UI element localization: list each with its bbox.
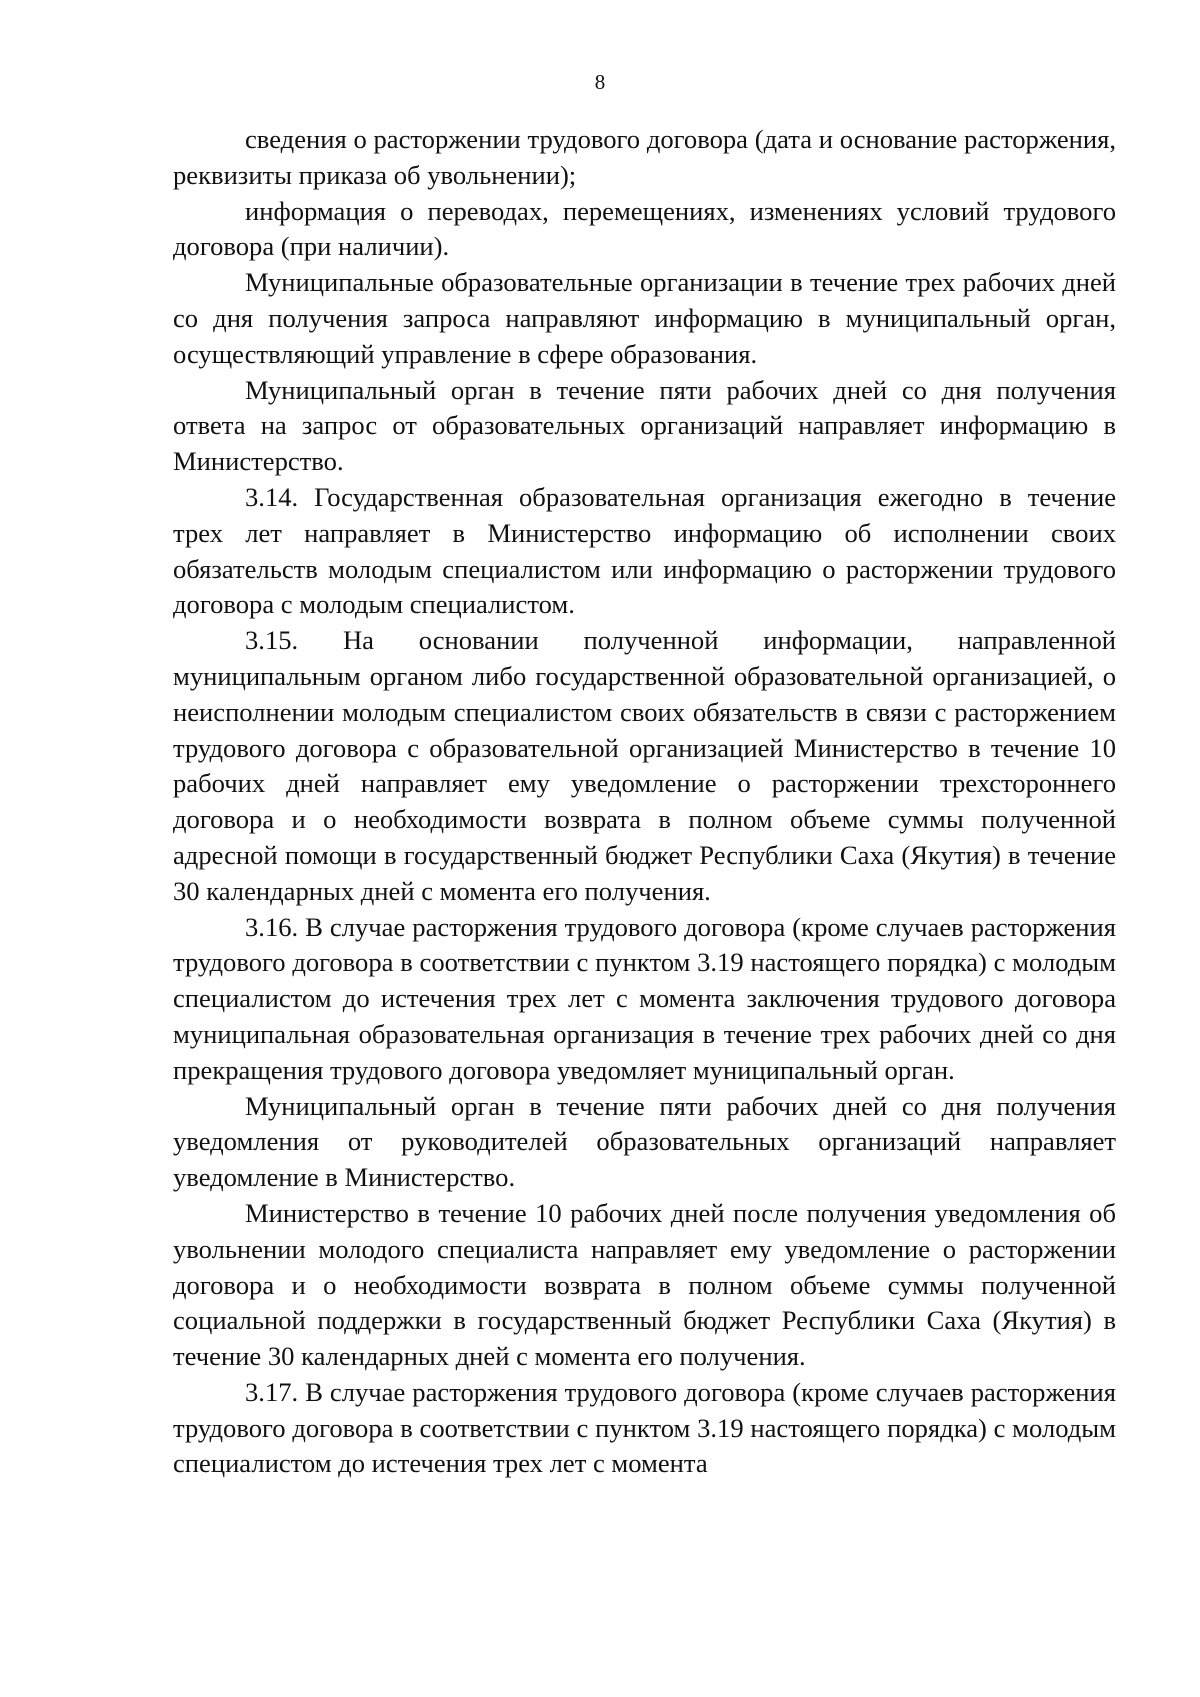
paragraph-3-14: 3.14. Государственная образовательная организация ежегодно в течение трех лет направляет в Министерство информацию об исполнении своих обязательств молодым специалистом или информацию о расторжении трудового договора с молодым специалистом. [173,481,1116,620]
paragraph-termination-info: сведения о расторжении трудового договора (дата и основание расторжения, реквизиты приказа об увольнении); [173,124,1116,190]
document-body [173,122,1116,1482]
paragraph-ministry-notification: Министерство в течение 10 рабочих дней после получения уведомления об увольнении молодого специалиста направляет ему уведомление о расторжении договора и о необходимости возврата в полном объеме суммы полученной социальной поддержки в государственный бюджет Республики Саха (Якутия) в течение 30 календарных дней с момента его получения. [173,1197,1116,1372]
paragraph-municipal-organizations-response: Муниципальные образовательные организации в течение трех рабочих дней со дня получения запроса направляют информацию в муниципальный орган, осуществляющий управление в сфере образования. [173,267,1116,369]
page-number: 8 [594,70,606,94]
paragraph-3-16: 3.16. В случае расторжения трудового договора (кроме случаев расторжения трудового договора в соответствии с пунктом 3.19 настоящего порядка) с молодым специалистом до истечения трех лет с момента заключения трудового договора муниципальная образовательная организация в течение трех рабочих дней со дня прекращения трудового договора уведомляет муниципальный орган. [173,911,1116,1085]
paragraph-municipal-body-to-ministry: Муниципальный орган в течение пяти рабочих дней со дня получения ответа на запрос от образовательных организаций направляет информацию в Министерство. [173,374,1116,477]
paragraph-municipal-notification: Муниципальный орган в течение пяти рабочих дней со дня получения уведомления от руководителей образовательных организаций направляет уведомление в Министерство. [173,1090,1116,1193]
paragraph-3-17: 3.17. В случае расторжения трудового договора (кроме случаев расторжения трудового договора в соответствии с пунктом 3.19 настоящего порядка) с молодым специалистом до истечения трех лет с момента [173,1376,1116,1479]
paragraph-transfer-info: информация о переводах, перемещениях, изменениях условий трудового договора (при наличии). [173,195,1116,262]
paragraph-3-15: 3.15. На основании полученной информации, направленной муниципальным органом либо государственной образовательной организацией, о неисполнении молодым специалистом своих обязательств в связи с расторжением трудового договора с образовательной организацией Министерство в течение 10 рабочих дней направляет ему уведомление о расторжении трехстороннего договора и о необходимости возврата в полном объеме суммы полученной адресной помощи в государственный бюджет Республики Саха (Якутия) в течение 30 календарных дней с момента его получения. [173,625,1116,906]
